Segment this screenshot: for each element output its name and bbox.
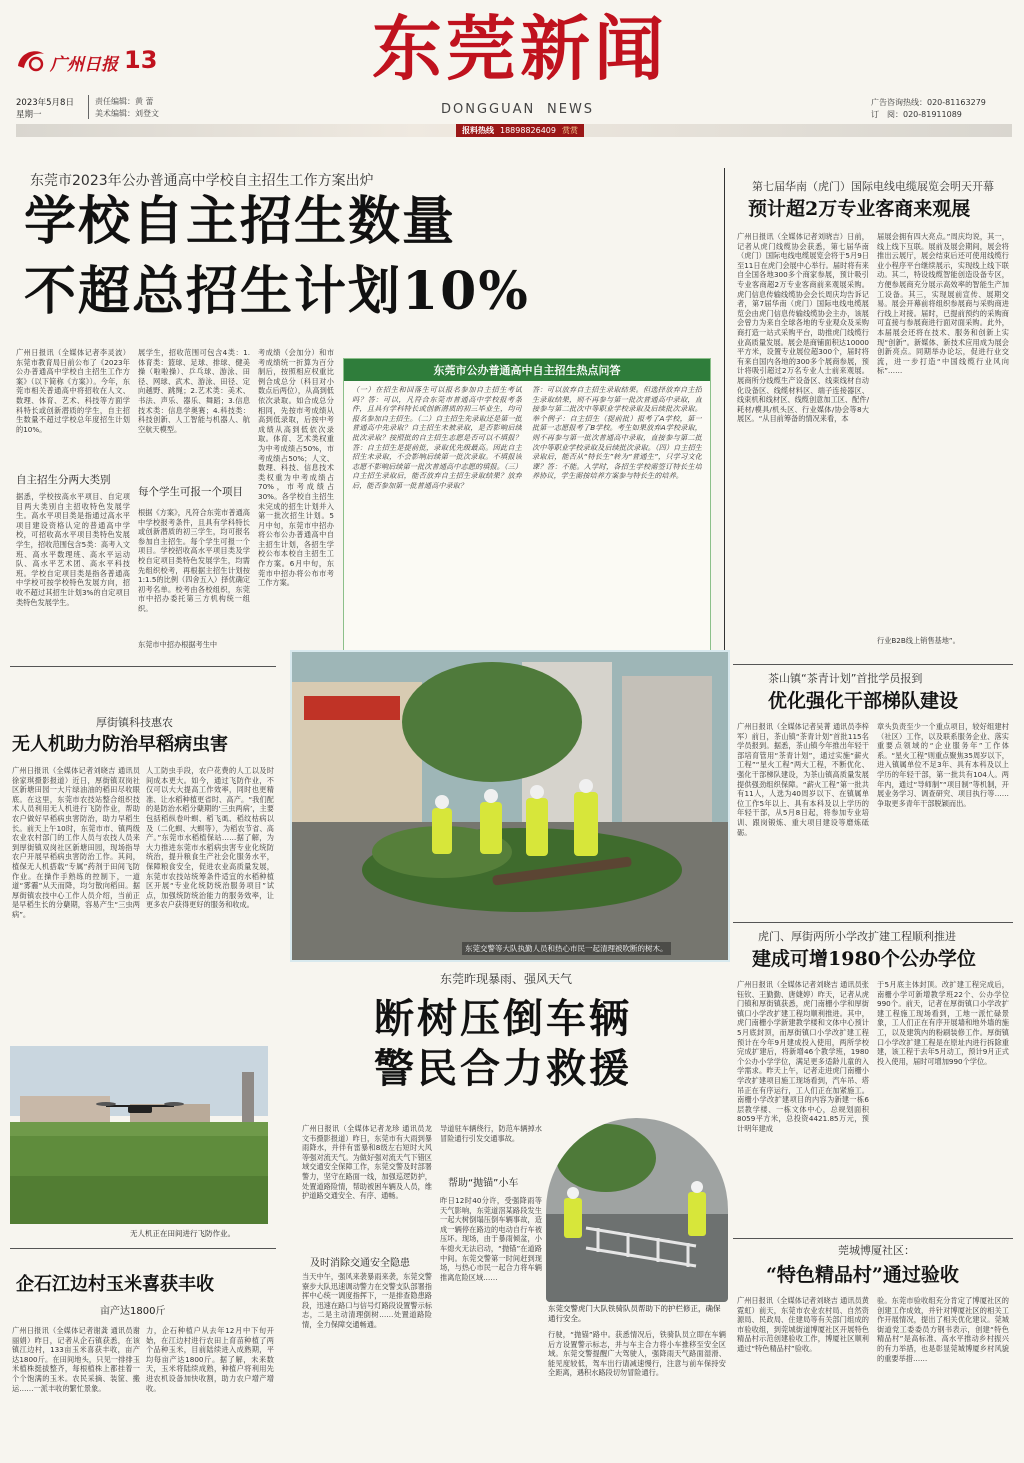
storm-headline-1: 断树压倒车辆 bbox=[374, 995, 632, 1042]
chashan-headline: 优化强化干部梯队建设 bbox=[768, 690, 959, 712]
section-title-en-left: DONGGUAN bbox=[441, 102, 536, 117]
hotline-label: 报料热线 bbox=[462, 126, 494, 135]
issue-weekday: 星期一 bbox=[16, 110, 42, 120]
issue-date: 2023年5月8日 bbox=[16, 98, 74, 108]
chashan-col1: 广州日报讯（全媒体记者吴菁 通讯员李梓军）前日，茶山镇“茶青计划”首批115名学员报到。据悉，茶山镇今年推出年轻干部培育管用“茶青计划”，通过实施“薪火工程”“星火工程”两大工程，不断优化、强化干部梯队建设，为茶山镇高质量发展提供强劲组织保障。“薪火工程”第一批共有11人，人选为40周岁以下、在镇属单位工作5年以上、具有本科及以上学历的年轻干部，从5月8日起，将参加专业培训、跟岗锻炼、重大项目建设等磨炼砥砺。 bbox=[737, 722, 869, 837]
boxia-col2: 验。东莞市验收组充分肯定了博厦社区的创建工作成效，并针对博厦社区的相关工作开展情况，提出了相关优化建议。莞城街道党工委委员方钢书表示，创建“特色精品村”是高标准、高水平推动乡村振兴的有力举措，也是彰显莞城博厦乡村风貌的重要举措…… bbox=[877, 1296, 1009, 1363]
expo-col1: 广州日报讯（全媒体记者刘晓吉）日前，记者从虎门线缆协会获悉，第七届华南（虎门）国际电线电缆展览会将于5月9日至11日在虎门会展中心举行。届时将有来自全国各地300多个商家参展，预计吸引专业客商超2万专业客商前来观展采购。虎门信息传输线缆协会会长周庆均告诉记者，第7届华南（虎门）国际电线电缆展览会由虎门信息传输线缆协会主办，该展会曾力为来自全球各地的专业观众及采购商打造一站式采购平台，助推虎门线缆行业高质量发展。展会是商铺面积达10000平方米，设置专业展位超300个，届时将有来自国内各地的300多个展商参展，预计将吸引超过2万名专业人士前来观展。展商所分线缆生产设备区、线束线材自动化设备区、线缆材料区、端子连接器区、线束机和线材区、线缆创意加工区、配件/耗材/模具/机头区、行业媒体/协会等8大展区。“从目前筹备的情况来看，本 bbox=[737, 232, 869, 424]
lead-tail: 东莞市中招办根据考生中 bbox=[138, 640, 218, 649]
storm-main-photo bbox=[290, 650, 730, 962]
storm-headline-2: 警民合力救援 bbox=[374, 1045, 632, 1092]
storm-col2b: 昨日12时40分许，受强降雨等天气影响，东莞道滘某路段发生一起大树倒塌压倒车辆事故，造成一辆停在路边的电动自行车被压坏。现场，由于暴雨倾盆，小车熄火无法启动，“抛锚”在道路中间。东莞交警第一时间赶到现场，与热心市民一起合力将车辆推离危险区域…… bbox=[440, 1196, 542, 1282]
hotline-number: 18898826409 bbox=[500, 126, 556, 135]
section-title: 东莞新闻 bbox=[372, 7, 668, 90]
storm-subhead-1: 及时消除交通安全隐患 bbox=[310, 1258, 410, 1269]
paper-logo-area bbox=[14, 44, 174, 78]
qa-box bbox=[343, 358, 711, 652]
lead-subhead-1: 自主招生分两大类别 bbox=[16, 474, 111, 486]
subscribe-phone: 订 阅：020-81911089 bbox=[871, 110, 962, 119]
expo-col2: 届展会拥有四大亮点。”周庆均说，其一，线上线下互联。展前及展会期间，展会将推出云展厅，展会结束后还可使用线缆行业小程序平台继续展示，实现线上线下联动。其二，特设线缆智能创造设备专区，方便参展商充分展示高效率的智能生产加工设备。其三，实现展前宣传、展期交易。展会开幕前将组织参展商与采购商进行线上对接。届时，已提前预约的采购商可直接与参展商进行面对面采购。此外，本届展会还将在技术、服务和创新上实现“创新”。新媒体、新技术应用成为展会创新亮点。同期举办论坛，促进行业交流，进一步打造“中国线缆行业风向标”…… bbox=[877, 232, 1009, 376]
qa-box-title: 东莞市公办普通高中自主招生热点问答 bbox=[344, 359, 710, 381]
storm-col1: 广州日报讯（全媒体记者龙珍 通讯员龙文韦摄影报道）昨日，东莞市有大雨到暴雨降水，并伴有雷暴和8级左右短时大风等强对流天气。为做好强对流天气下错区域交通安全保障工作，东莞交警及时部署警力，坚守在路面一线，加强巡逻防护，处置道路险情，帮助被困车辆及人员，维护道路交通安全、有序、通畅。 bbox=[302, 1124, 432, 1201]
qa-right-col: 答：可以放弃自主招生录取结果。但选择放弃自主招生录取结果，则不再参与第一批次普通高中录取，直接参与第二批次中等职业学校录取及后续批次录取。举个例子：自主招生（提前批）报考了A学校，第一批第一志愿报考了B学校。考生如果放弃A学校录取，则不再参与第一批次普通高中录取，直接参与第二批次中等职业学校录取及后续批次录取。（四）自主招生录取后，能否从“特长生”转为“普通生”，只学习文化课？答：不能。入学时，各招生学校需签订特长生培养协议，学生需按培养方案参与特长生的培养。 bbox=[532, 385, 702, 481]
drone-photo-caption: 无人机正在田间进行飞防作业。 bbox=[130, 1229, 235, 1238]
boxia-col1: 广州日报讯（全媒体记者刘晓吉 通讯员黄霓虹）前天，东莞市农业农村局、自然资源局、民政局、住建局等有关部门组成的市验收组，到莞城街道博厦社区开展特色精品村示范创建验收工作，博厦社区顺利通过“特色精品村”验收。 bbox=[737, 1296, 869, 1353]
paper-logo-text: 广州日报 bbox=[50, 55, 118, 75]
storm-kicker: 东莞昨现暴雨、强风天气 bbox=[440, 972, 573, 986]
lead-col2: 展学生，招收范围可包含4类：1.体育类：篮球、足球、排球、健美操（啦啦操）、乒乓球、游泳、田径、网球、武术、游泳、田径、定向越野、跳绳；2.艺术类：美术、书法、声乐、器乐、舞蹈；3.信息技术类：信息学奥赛；4.科技类：科技创新、人工智能与机器人、航空航天模型。 bbox=[138, 348, 250, 434]
art-editor-credit: 美术编辑：刘登文 bbox=[95, 109, 159, 118]
boxia-kicker: 莞城博厦社区： bbox=[838, 1244, 915, 1257]
section-title-en-right: NEWS bbox=[547, 102, 595, 117]
corn-subhead: 亩产达1800斤 bbox=[100, 1306, 166, 1317]
school-headline: 建成可增1980个公办学位 bbox=[752, 948, 976, 970]
lead-intro: 广州日报讯（全媒体记者李灵波）东莞市教育局日前公布了《2023年公办普通高中学校自主招生工作方案》（以下简称《方案》）。今年，东莞市相关普通高中将招收在人文、数理、体育、艺术、科技等方面学科特长或创新潜质的学生，自主招生数量不超过学校总年度招生计划的10%。 bbox=[16, 348, 130, 434]
storm-subhead-2: 帮助“抛锚”小车 bbox=[448, 1178, 519, 1189]
lead-col1: 据悉，学校按高水平项目、自定项目两大类别自主招收特色发展学生。高水平项目类是指通过高水平项目建设资格认定的普通高中学校，可招收高水平项目类特色发展学生，招收范围包含5类：高考入文班、高水平数理班、高水平运动队、高水平艺术团、高水平科技班。学校自定项目类是指各普通高中学校可按学校特色发展方向，招收不超过其招生计划3%的自定项目类特色发展学生。 bbox=[16, 492, 130, 607]
lead-headline-1: 学校自主招生数量 bbox=[24, 191, 457, 252]
corn-col1: 广州日报讯（全媒体记者谢龚 通讯员谢丽娟）昨日，记者从企石镇获悉，在该镇江边村，133亩玉米喜获丰收，亩产达1800斤。在田间地头，只见一排排玉米植株挺拔整齐，每根植株上都挂着一个个饱满的玉米。农民采摘、装筐、搬运……一派丰收的繁忙景象。 bbox=[12, 1326, 140, 1393]
corn-headline: 企石江边村玉米喜获丰收 bbox=[16, 1274, 214, 1295]
page-number: 13 bbox=[124, 46, 158, 74]
storm-col2: 导道驻车辆绕行，防范车辆掉水冒险通行引发交通事故。 bbox=[440, 1124, 542, 1143]
hotline-tag: 赏赏 bbox=[562, 126, 578, 135]
expo-tail: 行业B2B线上销售基地”。 bbox=[877, 636, 960, 645]
lead-col3: 考成绩（会加分）和市考成绩统一折算为百分制后，按照相应权重比例合成总分（科目对小数点后两位），从高到低依次录取。如合成总分相同，先按市考成绩从高到低录取，后按中考成绩从高到低依次录取。体育、艺术类权重为中考成绩占50%，市考成绩占50%；人文、数理、科技、信息技术类权重为中考成绩占70%，市考成绩占30%。各学校自主招生未完成的招生计划并入第一批次招生计划。5月中旬，东莞市中招办将公布公办普通高中自主招生计划，各招生学校公布本校自主招生工作方案。6月中旬，东莞市中招办将公布市考工作方案。 bbox=[258, 348, 334, 588]
ad-phone: 广告咨询热线：020-81163279 bbox=[871, 98, 986, 107]
editor-credit: 责任编辑：黄 蕾 bbox=[95, 97, 154, 106]
lead-headline-2: 不超总招生计划10% bbox=[24, 261, 530, 322]
drone-photo bbox=[10, 1046, 268, 1224]
drone-headline: 无人机助力防治早稻病虫害 bbox=[12, 734, 228, 755]
storm-col1b: 当天中午，强风来袭暴雨来袭，东莞交警寮步大队迅速调动警力在交警支队部署指挥中心统一调度指挥下，一是排查隐患路段，迅速在路口与信号灯路段设置警示标志，二是主动清理倒树……处置道路险情，全力保障交通畅通。 bbox=[302, 1272, 432, 1329]
chashan-kicker: 茶山镇“茶青计划”首批学员报到 bbox=[768, 672, 923, 685]
traffic-police-image bbox=[546, 1118, 728, 1302]
chashan-col2: 章头负责至少一个重点项目，较好组建村（社区）工作，以及联系服务企业、落实重要点领域的“企业服务年”工作体系。“星火工程”则重点聚焦35周岁以下，进入镇属单位不足3年、具有本科及以上学历的年轻干部，第一批共有104人。两年内，通过“导师制”“项目制”等机制，开展业务学习、调查研究、项目执行等……争取更多青年干部脱颖而出。 bbox=[877, 722, 1009, 808]
expo-headline: 预计超2万专业客商来观展 bbox=[748, 198, 971, 220]
qa-left-col: （一）在招生和回落生可以报名参加自主招生考试吗？答：可以，凡符合东莞市普通高中学校报考条件，且具有学科特长或创新潜质的初三毕业生，均可报名参加自主招生。（二）自主招生先录取还是第一批普通高中先录取？自主招生未被录取，是否影响后续批次录取？按照批的自主招生志愿是否可以不填报？答：自主招生是提前批，录取优先级最高。因此自主招生未录取，不会影响后续第一批次录取。不填报该志愿不影响后续第一批次普通高中志愿的填报。（三）自主招生录取后，能否放弃自主招生录取结果？放弃后，能否参加第一批普通高中录取？ bbox=[352, 385, 522, 490]
school-col2: 于5月底主体封顶。改扩建工程完成后，南栅小学可新增教学班22个、公办学位990个。前天，记者在厚街镇口小学改扩建工程施工现场看到，工地一派忙碌景象，工人们正在有序开展墙和地外墙的施工，以及建筑内的粉刷装修工作。厚街镇口小学改扩建工程是在原址内进行拆除重建，该工程于去年5月动工，预计9月正式投入使用，届时可增加990个学位。 bbox=[877, 980, 1009, 1066]
lead-col2b: 根据《方案》，凡符合东莞市普通高中学校报考条件，且具有学科特长或创新潜质的初三学生，均可报名参加自主招生。每个学生可报一个项目。学校招收高水平项目类及学校自定项目类特色发展学生，均需先组织校考，再根据主招生计划按1:1.5的比例（四舍五入）择优确定初考名单。校考由各校组织，东莞市中招办委托第三方机构统一组织。 bbox=[138, 508, 250, 613]
lead-kicker: 东莞市2023年公办普通高中学校自主招生工作方案出炉 bbox=[30, 173, 374, 189]
hotline-badge bbox=[456, 124, 584, 137]
boxia-headline: “特色精品村”通过验收 bbox=[766, 1264, 959, 1286]
school-kicker: 虎门、厚街两所小学改扩建工程顺利推进 bbox=[758, 930, 956, 943]
drone-col1: 广州日报讯（全媒体记者刘晓吉 通讯员徐家琪摄影报道）近日，厚街镇双岗社区新塘田园一大片绿油油的稻田尽收眼底。在这里，东莞市农技站整合组织技术人员利用无人机进行飞防作业，帮助农户做好早稻病虫害防治，助力早稻生长。前天上午10时，东莞市市、镇两级农业农村部门的工作人员与农技人员来到厚街镇双岗社区新塘田园，现场指导农户开展早稻病虫害防治工作。其间，植保无人机搭载“专属”药剂于田间飞防作业。在操作手熟练的控制下，一道道“雾霾”从天而降，均匀散向稻田。据厚街镇农技中心工作人员介绍，当前正是早稻生长的分蘖期，容易产生“三虫两病”。 bbox=[12, 766, 140, 919]
fallen-tree-image bbox=[292, 652, 728, 960]
expo-kicker: 第七届华南（虎门）国际电线电缆展览会明天开幕 bbox=[752, 180, 994, 193]
drone-col2: 人工防虫手段，农户花费的人工以及时间成本更大。如今，通过飞防作业，不仅可以大大提高工作效率，同时也更精准、让水稻种植更省时、高产。“我们配的是防治水稻分蘖期的‘三虫两病’，主要包括稻纵卷叶螟、稻飞虱、稻纹枯病以及（二化螟、大螟等），为稻农节省、高产。”东莞市水稻植保站……据了解，为大力推进东莞市水稻病虫害专业化统防统治，提升粮食生产社会化服务水平，保障粮食安全，促进农业高质量发展，东莞市农技站统筹条件适宜的水稻种植区开展“专业化统防统治服务项目”试点，加强统防统治能力的服务效率，让更多农户获得更好的服务和收成。 bbox=[146, 766, 274, 910]
storm-small-photo bbox=[546, 1118, 728, 1302]
school-col1: 广州日报讯（全媒体记者刘晓吉 通讯员张钰钦、王勤勤、唐婕婷）昨天，记者从虎门镇和厚街镇获悉，虎门南栅小学和厚街镇口小学改扩建工程均顺利推进。其中，虎门南栅小学新建教学楼和文体中心预计5月底封顶，而厚街镇口小学改扩建工程预计在今年9月建成投入使用，两所学校完成扩建后，将新增46个教学班，1980个公办小学学位，满足更多适龄儿童的入学需求。昨天上午，记者走进虎门南栅小学改扩建项目施工现场看到，汽车吊、塔吊正在有序运行，工人们正在加紧施工。南栅小学改扩建项目的内容为新建一栋6层教学楼、一栋文体中心，总规划面积8059平方米，总投资4421.85万元，预计明年建成 bbox=[737, 980, 869, 1133]
drone-kicker: 厚街镇科技惠农 bbox=[96, 716, 173, 729]
lead-subhead-2: 每个学生可报一个项目 bbox=[138, 486, 243, 498]
storm-main-photo-caption: 东莞交警等大队执勤人员和热心市民一起清理被吹断的树木。 bbox=[462, 942, 671, 955]
paper-logo-icon bbox=[14, 46, 50, 76]
storm-small-photo-caption: 东莞交警虎门大队铁骑队员帮助下的护栏修正，确保通行安全。 bbox=[548, 1304, 721, 1323]
storm-col3: 行驶，“抛锚”路中。获悉情况后，铁骑队员立即在车辆后方设置警示标志，并与车主合力将小车推移至安全区域。东莞交警提醒广大驾驶人，强降雨天气路面湿滑、能见度较低，驾车出行请减速慢行，注意与前车保持安全距离，遇积水路段切勿冒险通行。 bbox=[548, 1330, 726, 1378]
drone-field-image bbox=[10, 1046, 268, 1224]
corn-col2: 力，企石种植户从去年12月中下旬开始，在江边村进行农田上育苗种植了两个品种玉米，目前陆续进入成熟期，平均每亩产达1800斤。据了解，未来数天，玉米将陆续成熟，种植户将利用先进农机设备加快收割，助力农户增产增收。 bbox=[146, 1326, 274, 1393]
